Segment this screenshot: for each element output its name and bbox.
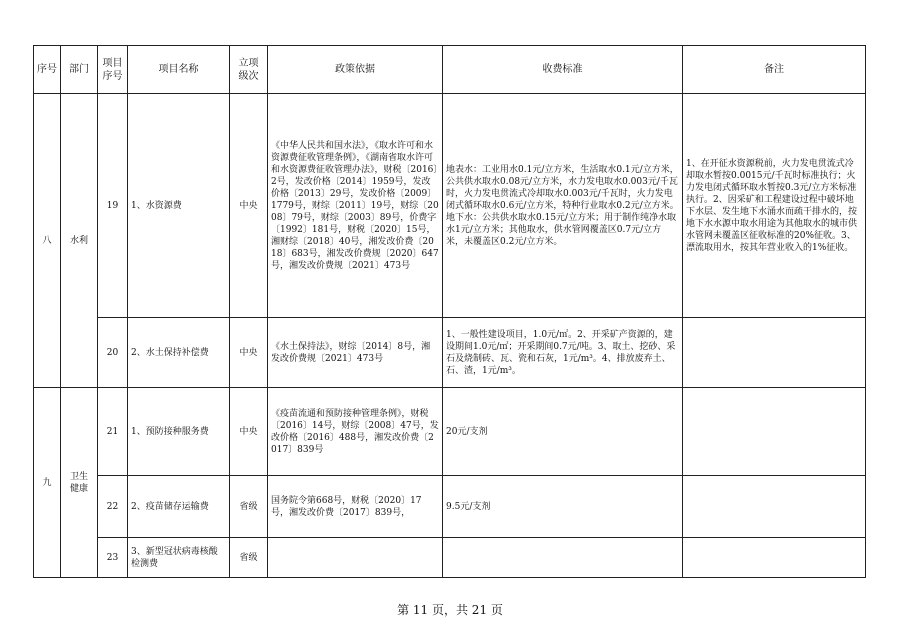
item-name: 3、新型冠状病毒核酸检测费 — [128, 538, 230, 578]
item-level: 中央 — [230, 318, 268, 388]
item-policy: 《疫苗流通和预防接种管理条例》，财税〔2016〕14号，财综〔2008〕47号，发改价格〔2016〕488号，湘发改价费〔2017〕839号 — [268, 388, 443, 476]
item-remark: 1、在开征水资源税前，火力发电贯流式冷却取水暂按0.0015元/千瓦时标准执行；火力发电闭式循环取水暂按0.3元/立方米标准执行。2、因采矿和工程建设过程中破坏地下水层、发生地下水涌水而疏干排水的，按地下水水源中取水用途为其他取水的城市供水管网未覆盖区征收标准的20%征收。3、漂流取用水，按其年营业收入的1%征收。 — [683, 94, 866, 318]
item-standard: 1、一般性建设项目，1.0元/㎡。2、开采矿产资源的，建设期间1.0元/㎡；开采期间0.7元/吨。3、取土、挖砂、采石及烧制砖、瓦、瓷和石灰，1元/m³。4、排放废弃土、石、渣，1元/m³。 — [443, 318, 683, 388]
group-seq: 九 — [34, 388, 61, 578]
item-level: 省级 — [230, 538, 268, 578]
header-dept: 部门 — [61, 46, 98, 94]
table-row — [34, 94, 866, 318]
item-no: 23 — [98, 538, 128, 578]
item-no: 19 — [98, 94, 128, 318]
item-policy — [268, 538, 443, 578]
table-row — [34, 538, 866, 578]
item-standard: 地表水：工业用水0.1元/立方米，生活取水0.1元/立方米，公共供水取水0.08元/立方米，水力发电取水0.003元/千瓦时，火力发电贯流式冷却取水0.003元/千瓦时，火力发电闭式循环取水0.6元/立方米，特种行业取水0.2元/立方米。 地下水：公共供水取水0.15元/立方米；用于制作纯净水取水1元/立方米；其他取水，供水管网覆盖区0.7元/立方米，未覆盖区0.2元/立方米。 — [443, 94, 683, 318]
group-dept: 卫生 健康 — [61, 388, 98, 578]
table-body — [34, 46, 866, 578]
item-name: 2、水土保持补偿费 — [128, 318, 230, 388]
item-no: 21 — [98, 388, 128, 476]
item-policy: 《水土保持法》，财综〔2014〕8号，湘发改价费规〔2021〕473号 — [268, 318, 443, 388]
fee-table — [33, 45, 866, 578]
item-remark — [683, 476, 866, 538]
item-remark — [683, 318, 866, 388]
item-no: 22 — [98, 476, 128, 538]
item-level: 中央 — [230, 94, 268, 318]
page-footer: 第 11 页，共 21 页 — [397, 603, 503, 617]
item-no: 20 — [98, 318, 128, 388]
item-name: 2、疫苗储存运输费 — [128, 476, 230, 538]
item-standard: 9.5元/支剂 — [443, 476, 683, 538]
header-item-no: 项目 序号 — [98, 46, 128, 94]
header-item-name: 项目名称 — [128, 46, 230, 94]
item-remark — [683, 388, 866, 476]
item-policy: 《中华人民共和国水法》，《取水许可和水资源费征收管理条例》，《湖南省取水许可和水资源费征收管理办法》，财税〔2016〕2号，发改价格〔2014〕1959号，发改价格〔2013〕29号，发改价格〔2009〕1779号，财综〔2011〕19号，财综〔2008〕79号，财综〔2003〕89号，价费字〔1992〕181号，财税〔2020〕15号，湘财综〔2018〕40号，湘发改价费〔2018〕683号，湘发改价费规〔2020〕647号，湘发改价费规〔2021〕473号 — [268, 94, 443, 318]
item-level: 中央 — [230, 388, 268, 476]
item-standard — [443, 538, 683, 578]
table-row — [34, 318, 866, 388]
item-standard: 20元/支剂 — [443, 388, 683, 476]
header-policy: 政策依据 — [268, 46, 443, 94]
table-row — [34, 388, 866, 476]
header-seq: 序号 — [34, 46, 61, 94]
header-standard: 收费标准 — [443, 46, 683, 94]
item-name: 1、水资源费 — [128, 94, 230, 318]
group-seq: 八 — [34, 94, 61, 388]
item-level: 省级 — [230, 476, 268, 538]
item-remark — [683, 538, 866, 578]
header-level: 立项 级次 — [230, 46, 268, 94]
item-policy: 国务院令第668号，财税〔2020〕17号，湘发改价费〔2017〕839号， — [268, 476, 443, 538]
header-remark: 备注 — [683, 46, 866, 94]
header-row — [34, 46, 866, 94]
table-row — [34, 476, 866, 538]
item-name: 1、预防接种服务费 — [128, 388, 230, 476]
group-dept: 水利 — [61, 94, 98, 388]
